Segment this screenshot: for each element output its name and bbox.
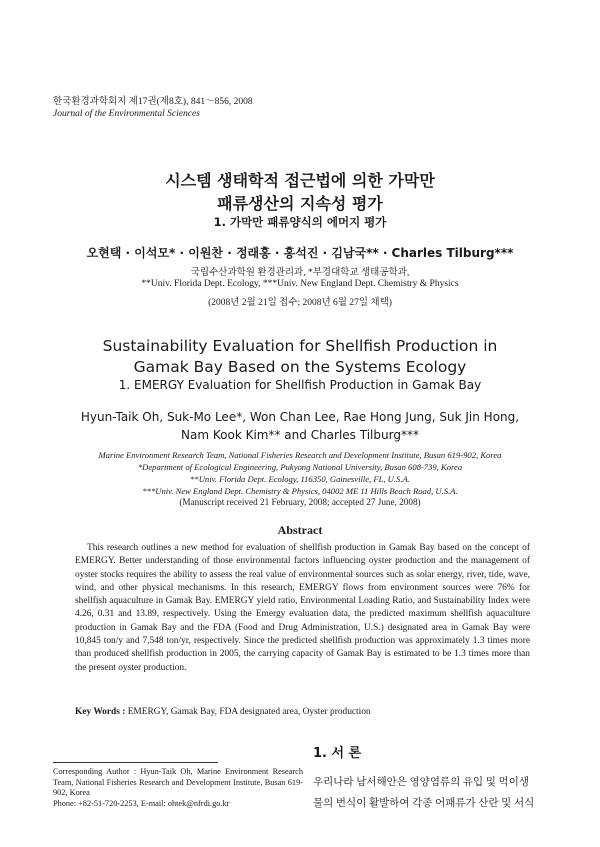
abstract-body: This research outlines a new method for evaluation of shellfish production in Gamak Bay based on the concept of EMERGY. Better understanding of those environmental factors influencing oyster production and the management of oyster stocks requires the ability to assess the real value of environmental sources such as solar energy, river, tide, wave, wind, and other physical mechanisms. In this research, EMERGY flows from environment sources were 76% for shellfish aquaculture in Gamak Bay. EMERGY yield ratio, Environmental Loading Ratio, and Sustainability Index were 4.26, 0.31 and 13.89, respectively. Using the Emergy evaluation data, the predicted maximum shellfish aquaculture production in Gamak Bay and the FDA (Food and Drug Administration, U.S.) designated area in Gamak Bay were 10,845 ton/y and 7,548 ton/yr, respectively. Since the predicted shellfish production was approximately 1.3 times more than produced shellfish production in 2005, the carrying capacity of Gamak Bay is estimated to be 1.3 times more than the present oyster production. [75, 543, 530, 673]
english-authors-line2: Nam Kook Kim** and Charles Tilburg*** [181, 428, 419, 442]
english-title-line2: Gamak Bay Based on the Systems Ecology [133, 358, 467, 376]
korean-received-date: (2008년 2월 21일 접수; 2008년 6월 27일 채택) [208, 298, 392, 308]
journal-name: Journal of the Environmental Sciences [53, 109, 200, 119]
korean-authors: 오현택 · 이석모* · 이원찬 · 정래홍 · 홍석진 · 김남국** · Charles Tilburg*** [86, 246, 514, 260]
keywords-label: Key Words : [75, 707, 126, 717]
corresponding-author-text: Corresponding Author : Hyun-Taik Oh, Marine Environment Research Team, National Fisheries Research and Development Institute, Busan 619-902, Korea [53, 767, 303, 798]
footnote-divider [53, 762, 218, 763]
journal-header [53, 96, 253, 120]
korean-title-line1: 시스템 생태학적 접근법에 의한 가막만 [165, 171, 435, 190]
keywords [75, 707, 371, 717]
english-affiliation-3: **Univ. Florida Dept. Ecology, 116350, Gainesville, FL, U.S.A. [190, 474, 410, 484]
corresponding-author-contact: Phone: +82-51-720-2253, E-mail: ohtek@nfrdi.go.kr [53, 799, 230, 809]
english-title-line1: Sustainability Evaluation for Shellfish Production in [102, 337, 498, 355]
korean-affiliation-1: 국립수산과학원 환경관리과, *부경대학교 생태공학과, [190, 268, 410, 278]
keywords-list: EMERGY, Gamak Bay, FDA designated area, Oyster production [127, 707, 371, 717]
korean-subtitle: 1. 가막만 패류양식의 에머지 평가 [213, 215, 387, 229]
section-heading-introduction: 1. 서 론 [313, 746, 362, 761]
korean-title-line2: 패류생산의 지속성 평가 [217, 194, 383, 213]
journal-citation: 한국환경과학회지 제17권(제8호), 841～856, 2008 [53, 97, 253, 107]
abstract-heading: Abstract [277, 523, 323, 537]
english-affiliation-4: ***Univ. New England Dept. Chemistry & Physics, 04002 ME 11 Hills Beach Road, U.S.A. [142, 486, 458, 496]
english-affiliation-2: *Department of Ecological Engineering, Pukyong National University, Busan 608-739, Korea [137, 462, 463, 472]
introduction-body [313, 772, 553, 814]
korean-affiliation-2: **Univ. Florida Dept. Ecology, ***Univ. New England Dept. Chemistry & Physics [141, 279, 459, 289]
english-subtitle: 1. EMERGY Evaluation for Shellfish Production in Gamak Bay [118, 378, 482, 392]
corresponding-author-note [53, 767, 303, 810]
english-authors-line1: Hyun-Taik Oh, Suk-Mo Lee*, Won Chan Lee, Rae Hong Jung, Suk Jin Hong, [80, 410, 520, 424]
english-affiliation-1: Marine Environment Research Team, National Fisheries Research and Development Institute, Busan 619-902, Korea [98, 450, 502, 460]
introduction-line-2: 물의 번식이 활발하여 각종 어패류가 산란 및 서식 [313, 798, 535, 809]
english-received-date: (Manuscript received 21 February, 2008; accepted 27 June, 2008) [179, 497, 421, 507]
introduction-line-1: 우리나라 남서해안은 영양염류의 유입 및 먹이생 [313, 777, 529, 788]
